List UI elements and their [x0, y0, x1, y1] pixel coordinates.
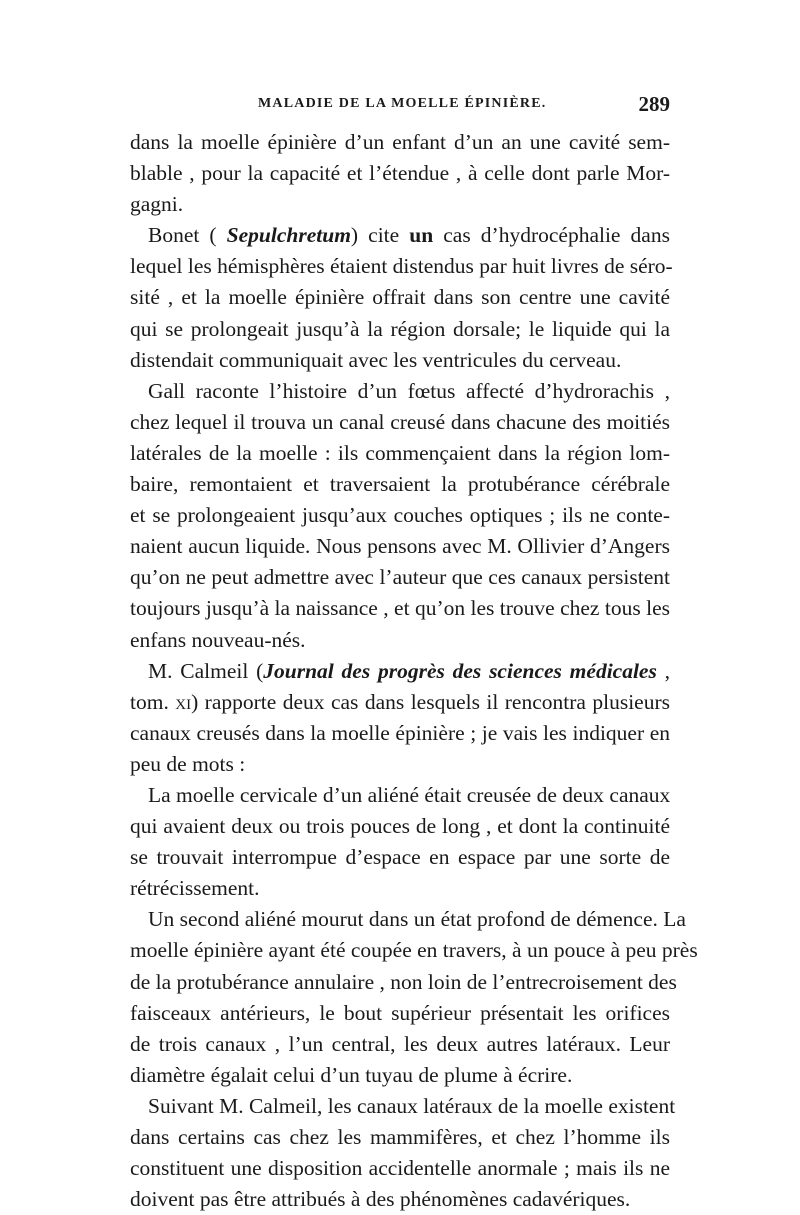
- text-line: [130, 967, 677, 998]
- text-line: [130, 718, 670, 749]
- text-line: [130, 158, 670, 189]
- text-segment: canaux creusés dans la moelle épinière ; je vais les indiquer en: [130, 720, 670, 745]
- text-line: [130, 811, 670, 842]
- text-segment: Sepulchretum: [226, 223, 351, 248]
- text-segment: Un second aliéné mourut dans un état profond de démence. La: [148, 907, 686, 932]
- text-line: [130, 189, 670, 220]
- text-segment: qui avaient deux ou trois pouces de long , et dont la continuité: [130, 814, 670, 839]
- text-line: [130, 656, 670, 687]
- text-line: [130, 127, 670, 158]
- text-line: [130, 282, 670, 313]
- text-line: [130, 1060, 670, 1091]
- text-line: [130, 345, 670, 376]
- text-segment: blable , pour la capacité et l’étendue , à celle dont parle Mor-: [130, 161, 670, 186]
- text-segment: ,: [656, 658, 670, 683]
- text-segment: moelle épinière ayant été coupée en travers, à un pouce à peu près: [130, 938, 698, 963]
- text-segment: enfans nouveau-nés.: [130, 627, 306, 652]
- text-segment: faisceaux antérieurs, le bout supérieur présentait les orifices: [130, 1000, 670, 1025]
- text-segment: Journal des progrès des sciences médicales: [263, 658, 657, 683]
- text-segment: constituent une disposition accidentelle anormale ; mais ils ne: [130, 1156, 670, 1181]
- text-segment: de la protubérance annulaire , non loin de l’entrecroisement des: [130, 969, 677, 994]
- running-title: MALADIE DE LA MOELLE ÉPINIÈRE.: [258, 96, 547, 111]
- text-segment: cas d’hydrocéphalie dans: [433, 223, 670, 248]
- text-line: [130, 1029, 670, 1060]
- body-text: [130, 127, 698, 1215]
- text-segment: Bonet (: [148, 223, 227, 248]
- text-line: [130, 998, 670, 1029]
- text-line: [130, 935, 698, 966]
- text-segment: ) rapporte deux cas dans lesquels il rencontra plusieurs: [191, 689, 670, 714]
- running-head: [130, 92, 670, 122]
- text-segment: sité , et la moelle épinière offrait dans son centre une cavité: [130, 285, 670, 310]
- text-line: [130, 687, 670, 718]
- text-segment: distendait communiquait avec les ventricules du cerveau.: [130, 347, 622, 372]
- text-segment: ) cite: [350, 223, 410, 248]
- text-line: [130, 500, 670, 531]
- text-line: [130, 407, 670, 438]
- text-line: [130, 562, 670, 593]
- text-line: [130, 376, 670, 407]
- text-segment: peu de mots :: [130, 751, 246, 776]
- text-line: [130, 1184, 670, 1215]
- text-line: [130, 1091, 676, 1122]
- text-segment: La moelle cervicale d’un aliéné était creusée de deux canaux: [148, 782, 671, 807]
- text-line: [130, 593, 670, 624]
- text-segment: naient aucun liquide. Nous pensons avec M. Ollivier d’Angers: [130, 534, 670, 559]
- text-segment: toujours jusqu’à la naissance , et qu’on les trouve chez tous les: [130, 596, 670, 621]
- text-line: [130, 749, 670, 780]
- text-segment: un: [409, 223, 434, 248]
- text-line: [130, 438, 670, 469]
- text-line: [130, 625, 670, 656]
- page-number: 289: [638, 92, 670, 116]
- text-segment: se trouvait interrompue d’espace en espace par une sorte de: [130, 845, 670, 870]
- text-line: [130, 314, 670, 345]
- text-segment: de trois canaux , l’un central, les deux autres latéraux. Leur: [130, 1031, 670, 1056]
- text-segment: tom.: [130, 689, 176, 714]
- text-segment: lequel les hémisphères étaient distendus par huit livres de séro-: [130, 254, 673, 279]
- text-segment: dans la moelle épinière d’un enfant d’un an une cavité sem-: [130, 130, 670, 154]
- text-segment: baire, remontaient et traversaient la protubérance cérébrale: [130, 472, 670, 497]
- text-line: [130, 469, 670, 500]
- text-segment: rétrécissement.: [130, 876, 260, 901]
- text-segment: M. Calmeil (: [148, 658, 264, 683]
- text-line: [130, 873, 670, 904]
- text-segment: qui se prolongeait jusqu’à la région dorsale; le liquide qui la: [130, 316, 670, 341]
- text-line: [130, 842, 670, 873]
- text-line: [130, 1122, 670, 1153]
- text-segment: doivent pas être attribués à des phénomènes cadavériques.: [130, 1187, 631, 1212]
- text-segment: et se prolongeaient jusqu’aux couches optiques ; ils ne conte-: [130, 503, 670, 528]
- text-line: [130, 531, 670, 562]
- text-segment: chez lequel il trouva un canal creusé dans chacune des moitiés: [130, 409, 670, 434]
- text-segment: diamètre égalait celui d’un tuyau de plume à écrire.: [130, 1062, 573, 1087]
- text-segment: gagni.: [130, 192, 184, 217]
- text-segment: dans certains cas chez les mammifères, et chez l’homme ils: [130, 1125, 670, 1149]
- text-segment: qu’on ne peut admettre avec l’auteur que ces canaux persistent: [130, 565, 670, 590]
- text-line: [130, 251, 673, 282]
- text-line: [130, 220, 670, 251]
- text-segment: Suivant M. Calmeil, les canaux latéraux de la moelle existent: [148, 1093, 676, 1118]
- text-line: [130, 780, 670, 811]
- text-segment: Gall raconte l’histoire d’un fœtus affecté d’hydrorachis ,: [148, 378, 670, 403]
- text-segment: latérales de la moelle : ils commençaient dans la région lom-: [130, 440, 670, 465]
- text-line: [130, 904, 686, 935]
- text-line: [130, 1153, 670, 1184]
- text-segment: xi: [175, 689, 192, 714]
